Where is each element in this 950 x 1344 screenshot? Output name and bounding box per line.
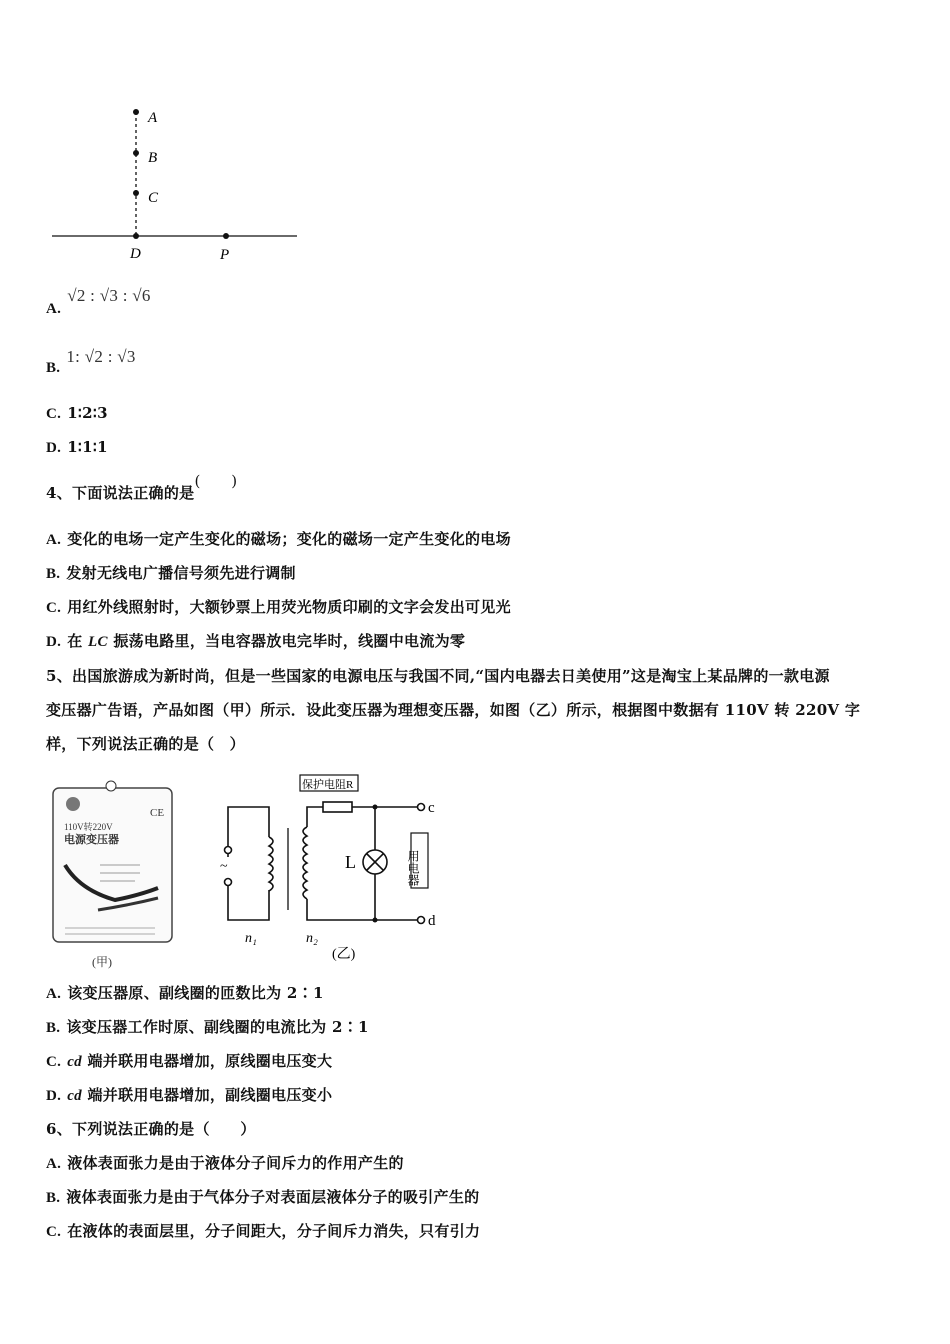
product-photo xyxy=(53,781,172,969)
option-em: cd xyxy=(67,1054,82,1070)
option-em: LC xyxy=(88,634,108,650)
label-c: C xyxy=(148,190,159,206)
option-text: 该变压器工作时原、副线圈的电流比为 2∶1 xyxy=(66,1018,369,1036)
q4-option-b[interactable] xyxy=(46,563,296,584)
option-text: 端并联用电器增加，副线圈电压变小 xyxy=(81,1086,333,1104)
option-text: 变化的电场一定产生变化的磁场；变化的磁场一定产生变化的电场 xyxy=(67,530,511,548)
q5-option-a[interactable] xyxy=(46,983,324,1004)
option-text: 液体表面张力是由于液体分子间斥力的作用产生的 xyxy=(67,1154,404,1172)
product-name: 电源变压器 xyxy=(64,834,119,846)
n1-label: n₁ xyxy=(245,931,257,946)
ac-source-symbol: ~ xyxy=(220,859,228,874)
option-letter: D. xyxy=(46,440,62,456)
option-letter: A. xyxy=(46,1156,62,1172)
load-label: 用电器 xyxy=(406,850,420,886)
circuit-diagram xyxy=(225,775,429,924)
q4-stem xyxy=(46,472,238,503)
q5-option-d[interactable] xyxy=(46,1085,332,1106)
q4-option-c[interactable] xyxy=(46,597,511,618)
option-letter: A. xyxy=(46,986,62,1002)
option-letter: A. xyxy=(46,301,62,317)
option-letter: C. xyxy=(46,406,62,422)
label-b: B xyxy=(148,150,158,166)
option-letter: A. xyxy=(46,532,62,548)
option-letter: B. xyxy=(46,360,61,376)
q5-stem-line-1: 5、出国旅游成为新时尚，但是一些国家的电源电压与我国不同,“国内电器去日美使用”这是淘宝上某品牌的一款电源 xyxy=(46,667,830,685)
q5-option-c[interactable] xyxy=(46,1051,332,1072)
option-math: √2 : √3 : √6 xyxy=(67,286,151,305)
product-voltage: 110V转220V xyxy=(64,822,113,832)
q3-option-c[interactable] xyxy=(46,403,108,424)
label-d: D xyxy=(130,246,141,262)
option-letter: B. xyxy=(46,1190,61,1206)
q6-option-b[interactable] xyxy=(46,1187,479,1208)
label-jia: (甲) xyxy=(92,955,112,969)
label-p: P xyxy=(220,247,230,263)
q4-option-d[interactable] xyxy=(46,631,465,652)
option-text: 液体表面张力是由于气体分子对表面层液体分子的吸引产生的 xyxy=(66,1188,480,1206)
option-text: 振荡电路里，当电容器放电完毕时，线圈中电流为零 xyxy=(107,632,466,650)
option-text: 该变压器原、副线圈的匝数比为 2∶1 xyxy=(67,984,324,1002)
q5-stem-line-3: 样，下列说法正确的是（ ） xyxy=(46,735,245,753)
option-letter: B. xyxy=(46,1020,61,1036)
q5-stem-line-2: 变压器广告语，产品如图（甲）所示．设此变压器为理想变压器，如图（乙）所示，根据图中数据有 110V 转 220V 字 xyxy=(46,701,861,719)
q4-option-a[interactable] xyxy=(46,529,511,550)
svg-text:CE: CE xyxy=(150,807,165,819)
option-letter: D. xyxy=(46,1088,62,1104)
q6-option-c[interactable] xyxy=(46,1221,480,1242)
q3-option-d[interactable] xyxy=(46,437,108,458)
q3-option-b[interactable] xyxy=(46,347,136,378)
n2-label: n₂ xyxy=(306,931,318,946)
terminal-d: d xyxy=(428,913,436,929)
resistor-label: 保护电阻R xyxy=(302,779,354,791)
option-letter: C. xyxy=(46,1054,62,1070)
transformer-figure xyxy=(40,770,460,970)
option-letter: C. xyxy=(46,1224,62,1240)
option-text: 在液体的表面层里，分子间距大，分子间斥力消失，只有引力 xyxy=(67,1222,481,1240)
label-a: A xyxy=(148,110,158,126)
option-letter: D. xyxy=(46,634,62,650)
stem-text: 4、下面说法正确的是 xyxy=(46,484,195,502)
option-text: 端并联用电器增加，原线圈电压变大 xyxy=(81,1052,333,1070)
option-text: 1∶1∶1 xyxy=(67,438,108,456)
option-em: cd xyxy=(67,1088,82,1104)
label-yi: (乙) xyxy=(332,947,356,962)
q6-option-a[interactable] xyxy=(46,1153,404,1174)
q6-stem: 6、下列说法正确的是（ ） xyxy=(46,1120,256,1138)
point-line-diagram xyxy=(0,0,320,270)
lamp-label: L xyxy=(345,852,356,872)
option-letter: B. xyxy=(46,566,61,582)
terminal-c: c xyxy=(428,800,435,816)
option-text: 发射无线电广播信号须先进行调制 xyxy=(66,564,296,582)
q5-option-b[interactable] xyxy=(46,1017,369,1038)
option-text: 用红外线照射时，大额钞票上用荧光物质印刷的文字会发出可见光 xyxy=(67,598,511,616)
option-text: 1∶2∶3 xyxy=(67,404,108,422)
q3-option-a[interactable] xyxy=(46,286,151,319)
answer-paren: ( ) xyxy=(194,472,238,490)
option-math: 1: √2 : √3 xyxy=(66,347,136,366)
option-letter: C. xyxy=(46,600,62,616)
option-text: 在 xyxy=(67,632,89,650)
